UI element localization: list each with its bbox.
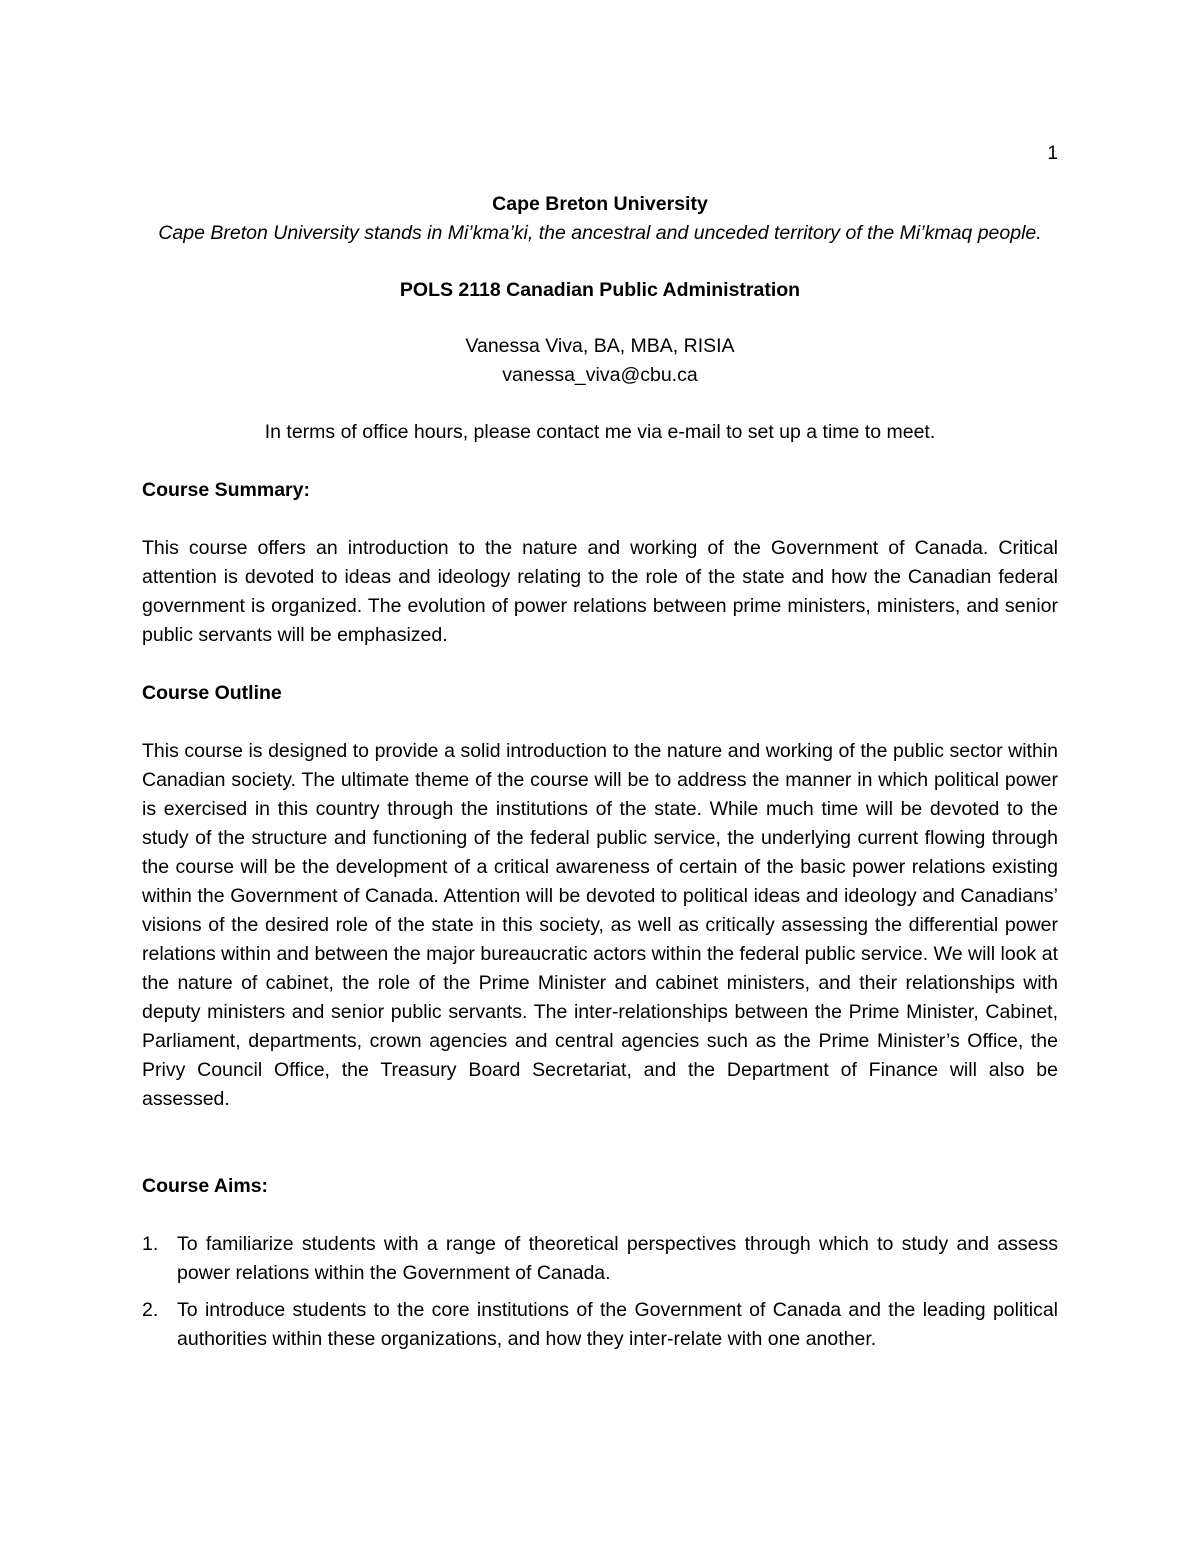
course-aims-list xyxy=(142,1230,1058,1354)
course-outline-heading: Course Outline xyxy=(142,682,282,704)
course-summary-text: This course offers an introduction to the nature and working of the Government of Canada. Critical attention is devoted to ideas and ideology relating to the role of the state and how the Canadian federal government is organized. The evolution of power relations between prime ministers, ministers, and senior public servants will be emphasized. xyxy=(142,537,1058,646)
page-number: 1 xyxy=(1047,143,1058,164)
list-item-text: To familiarize students with a range of theoretical perspectives through which to study and assess power relations within the Government of Canada. xyxy=(177,1233,1058,1284)
course-aims-heading: Course Aims: xyxy=(142,1175,269,1197)
course-summary-heading: Course Summary: xyxy=(142,479,310,501)
university-name: Cape Breton University xyxy=(492,193,708,215)
list-item xyxy=(142,1296,1058,1354)
land-acknowledgement: Cape Breton University stands in Mi’kma’ki, the ancestral and unceded territory of the Mi’kmaq people. xyxy=(158,222,1042,244)
list-item-number: 2. xyxy=(142,1299,159,1321)
list-item-number: 1. xyxy=(142,1233,159,1255)
instructor-name: Vanessa Viva, BA, MBA, RISIA xyxy=(465,335,735,357)
list-item xyxy=(142,1230,1058,1288)
course-outline-text: This course is designed to provide a solid introduction to the nature and working of the public sector within Canadian society. The ultimate theme of the course will be to address the manner in which political power is exercised in this country through the institutions of the state. While much time will be devoted to the study of the structure and functioning of the federal public service, the underlying current flowing through the course will be the development of a critical awareness of certain of the basic power relations existing within the Government of Canada. Attention will be devoted to political ideas and ideology and Canadians’ visions of the desired role of the state in this society, as well as critically assessing the differential power relations within and between the major bureaucratic actors within the federal public service. We will look at the nature of cabinet, the role of the Prime Minister and cabinet ministers, and their relationships with deputy ministers and senior public servants. The inter-relationships between the Prime Minister, Cabinet, Parliament, departments, crown agencies and central agencies such as the Prime Minister’s Office, the Privy Council Office, the Treasury Board Secretariat, and the Department of Finance will also be assessed. xyxy=(142,740,1058,1110)
instructor-email[interactable]: vanessa_viva@cbu.ca xyxy=(502,364,698,386)
document-body xyxy=(142,190,1058,1362)
list-item-text: To introduce students to the core institutions of the Government of Canada and the leading political authorities within these organizations, and how they inter-relate with one another. xyxy=(177,1299,1058,1350)
office-hours-note: In terms of office hours, please contact me via e-mail to set up a time to meet. xyxy=(264,421,936,443)
course-title: POLS 2118 Canadian Public Administration xyxy=(399,279,801,301)
